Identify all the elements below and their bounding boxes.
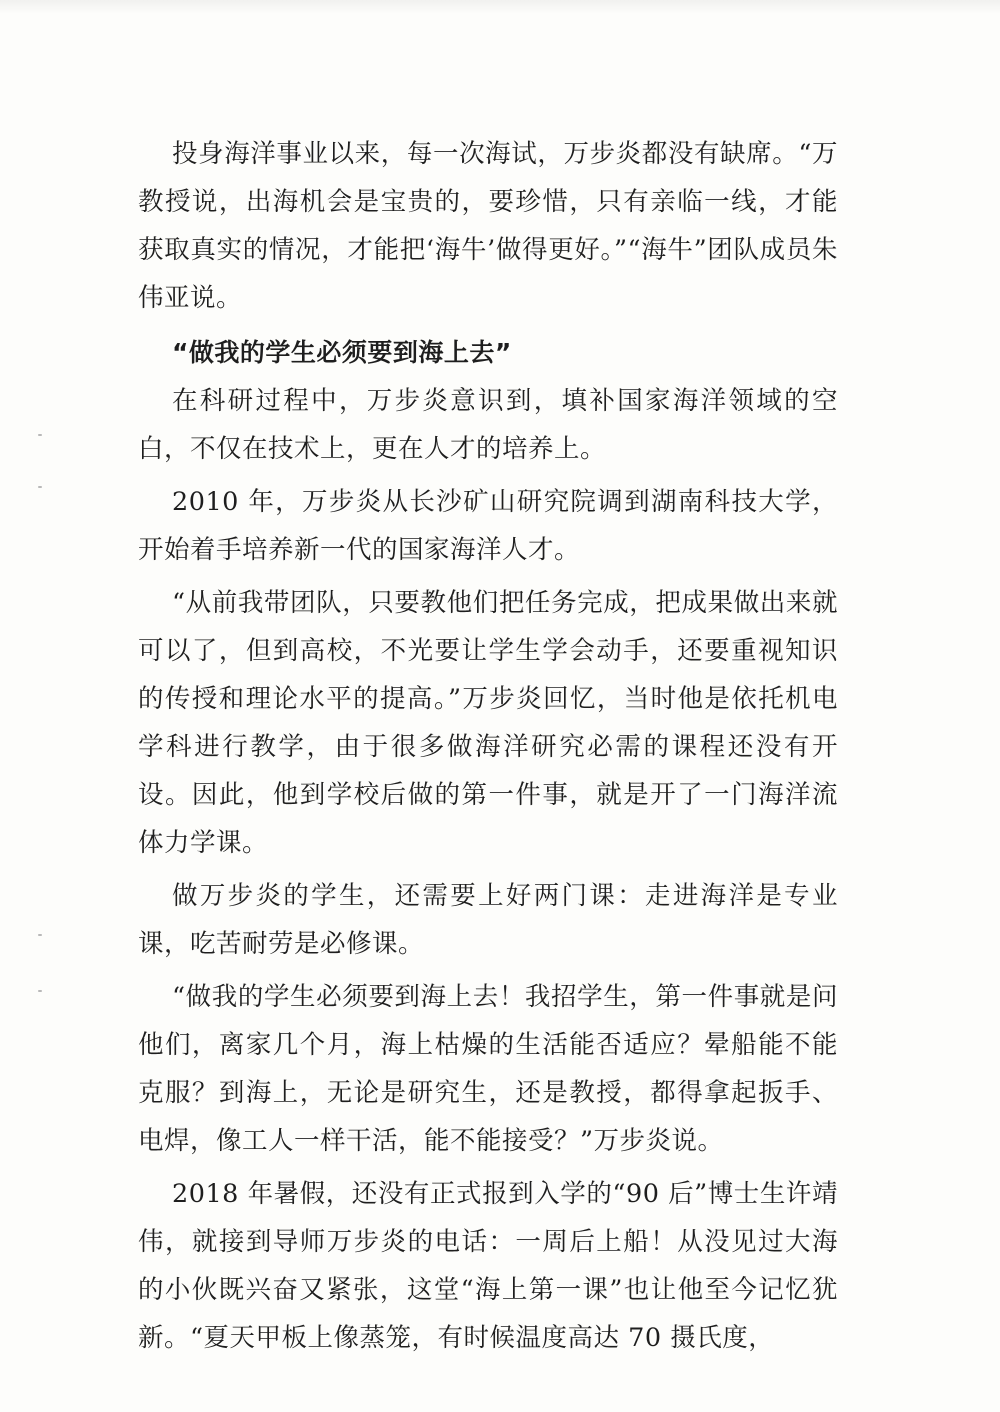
paragraph: 2018 年暑假，还没有正式报到入学的“90 后”博士生许靖伟，就接到导师万步炎的电话：一周后上船！从没见过大海的小伙既兴奋又紧张，这堂“海上第一课”也让他至今记忆犹新。“夏天甲板上像蒸笼，有时候温度高达 70 摄氏度， [138, 1179, 838, 1353]
paragraph: “做我的学生必须要到海上去！我招学生，第一件事就是问他们，离家几个月，海上枯燥的生活能否适应？晕船能不能克服？到海上，无论是研究生，还是教授，都得拿起扳手、电焊，像工人一样干活，能不能接受？”万步炎说。 [138, 982, 838, 1156]
paragraph: “从前我带团队，只要教他们把任务完成，把成果做出来就可以了，但到高校，不光要让学生学会动手，还要重视知识的传授和理论水平的提高。”万步炎回忆，当时他是依托机电学科进行教学，由于很多做海洋研究必需的课程还没有开设。因此，他到学校后做的第一件事，就是开了一门海洋流体力学课。 [138, 588, 838, 858]
paragraph: 在科研过程中，万步炎意识到，填补国家海洋领域的空白，不仅在技术上，更在人才的培养上。 [138, 386, 838, 464]
scan-speck [38, 934, 42, 936]
article-body [138, 130, 838, 1362]
scan-speck [38, 990, 42, 992]
scan-top-edge [0, 0, 1000, 14]
section-heading: “做我的学生必须要到海上去” [172, 338, 512, 367]
paragraph: 做万步炎的学生，还需要上好两门课：走进海洋是专业课，吃苦耐劳是必修课。 [138, 881, 838, 959]
paragraph: 投身海洋事业以来，每一次海试，万步炎都没有缺席。“万教授说，出海机会是宝贵的，要珍惜，只有亲临一线，才能获取真实的情况，才能把‘海牛’做得更好。”“海牛”团队成员朱伟亚说。 [138, 139, 838, 313]
scan-speck [38, 434, 42, 436]
paragraph: 2010 年，万步炎从长沙矿山研究院调到湖南科技大学，开始着手培养新一代的国家海洋人才。 [138, 487, 838, 565]
scan-speck [38, 486, 42, 488]
